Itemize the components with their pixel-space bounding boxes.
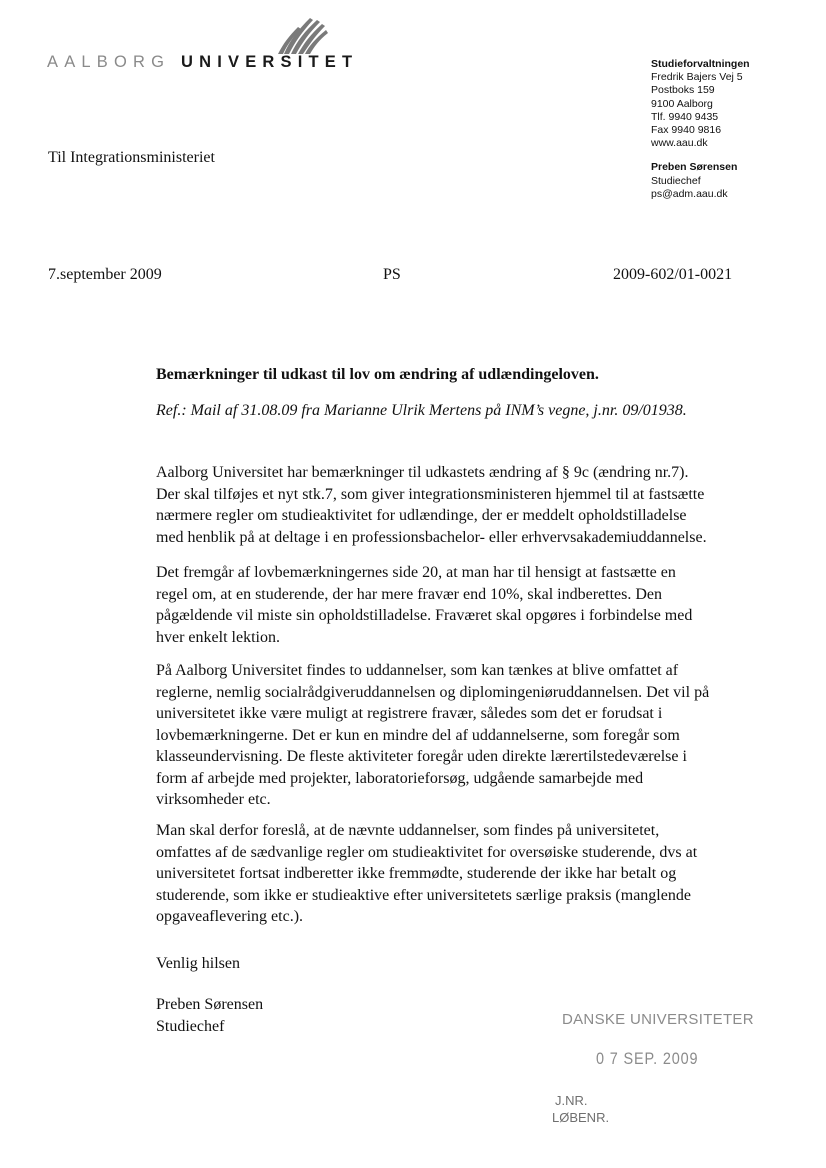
sender-address-line: Postboks 159 [651,84,715,97]
paragraph-line: klasseundervisning. De fleste aktiviteter foregår uden direkte lærertilstedeværelse i [156,748,687,765]
contact-name: Preben Sørensen [651,161,738,174]
sender-fax: Fax 9940 9816 [651,124,722,137]
paragraph-line: universitetet fortsat indberetter ikke fremmødte, studerende der ikke har betalt og [156,865,677,882]
paragraph-line: Man skal derfor foreslå, at de nævnte uddannelser, som findes på universitetet, [156,822,660,839]
stamp-date: 0 7 SEP. 2009 [596,1049,699,1068]
signature-block [156,994,263,1037]
paragraph [156,820,756,928]
paragraph-line: Der skal tilføjes et nyt stk.7, som giver integrationsministeren hjemmel til at fastsætte [156,485,705,503]
paragraph-line: regel om, at en studerende, der har mere fravær end 10%, skal indberettes. Den [156,585,663,603]
stamp-jnr-label: J.NR. [555,1093,588,1108]
journal-number: 2009-602/01-0021 [613,266,733,283]
signer-title: Studiechef [156,1017,225,1035]
paragraph-line: med henblik på at deltage i en professionsbachelor- eller erhvervsakademiuddannelse. [156,528,707,546]
sender-website: www.aau.dk [651,137,708,150]
paragraph-line: reglerne, nemlig socialrådgiveruddannelsen og diplomingeniøruddannelsen. Det vil på [156,683,710,701]
paragraph-line: nærmere regler om studieaktivitet for udlændinge, der er meddelt opholdstilladelse [156,507,687,524]
paragraph [156,660,756,811]
recipient: Til Integrationsministeriet [48,149,215,166]
letter-reference: Ref.: Mail af 31.08.09 fra Marianne Ulrik Mertens på INM’s vegne, j.nr. 09/01938. [156,402,687,419]
stamp-lobenr-label: LØBENR. [552,1110,610,1125]
stamp-title: DANSKE UNIVERSITETER [562,1011,754,1028]
paragraph-line: lovbemærkningerne. Det er kun en mindre del af uddannelserne, som foregår som [156,726,680,744]
signer-name: Preben Sørensen [156,996,264,1013]
logo-word-universitet: UNIVERSITET [180,53,359,71]
paragraph-line: hver enkelt lektion. [156,628,280,646]
closing-greeting: Venlig hilsen [156,955,240,972]
sender-address-line: Fredrik Bajers Vej 5 [651,71,743,84]
paragraph-line: Aalborg Universitet har bemærkninger til udkastets ændring af § 9c (ændring nr.7). [156,464,689,481]
paragraph-line: pågældende vil miste sin opholdstilladelse. Fraværet skal opgøres i forbindelse med [156,607,693,624]
sender-phone: Tlf. 9940 9435 [651,110,719,123]
letter-subject: Bemærkninger til udkast til lov om ændring af udlændingeloven. [156,366,599,383]
paragraph-line: universitetet ikke være muligt at registrere fravær, således som det er forudsat i [156,705,663,722]
paragraph [156,462,756,548]
university-logo-wordmark [47,53,358,72]
logo-word-aalborg: AALBORG [47,53,171,71]
sender-address-line: 9100 Aalborg [651,97,713,110]
contact-title: Studiechef [651,174,701,187]
paragraph-line: studerende, som ikke er studieaktive efter universitetets særlige praksis (manglende [156,886,691,904]
sender-department: Studieforvaltningen [651,58,750,70]
aau-logo-wave-icon [276,14,330,56]
paragraph-line: På Aalborg Universitet findes to uddannelser, som kan tænkes at blive omfattet af [156,662,679,679]
paragraph [156,562,756,648]
sender-address-block [651,58,750,201]
paragraph-line: opgaveaflevering etc.). [156,908,304,925]
paragraph-line: form af arbejde med projekter, laboratorieforsøg, udgående samarbejde med [156,769,644,787]
paragraph-line: omfattes af de sædvanlige regler om studieaktivitet for oversøiske studerende, dvs at [156,843,698,861]
letter-date: 7.september 2009 [48,266,162,283]
paragraph-line: Det fremgår af lovbemærkningernes side 20, at man har til hensigt at fastsætte en [156,564,676,581]
author-initials: PS [383,266,401,283]
paragraph-line: virksomheder etc. [156,791,271,808]
contact-email: ps@adm.aau.dk [651,187,728,200]
